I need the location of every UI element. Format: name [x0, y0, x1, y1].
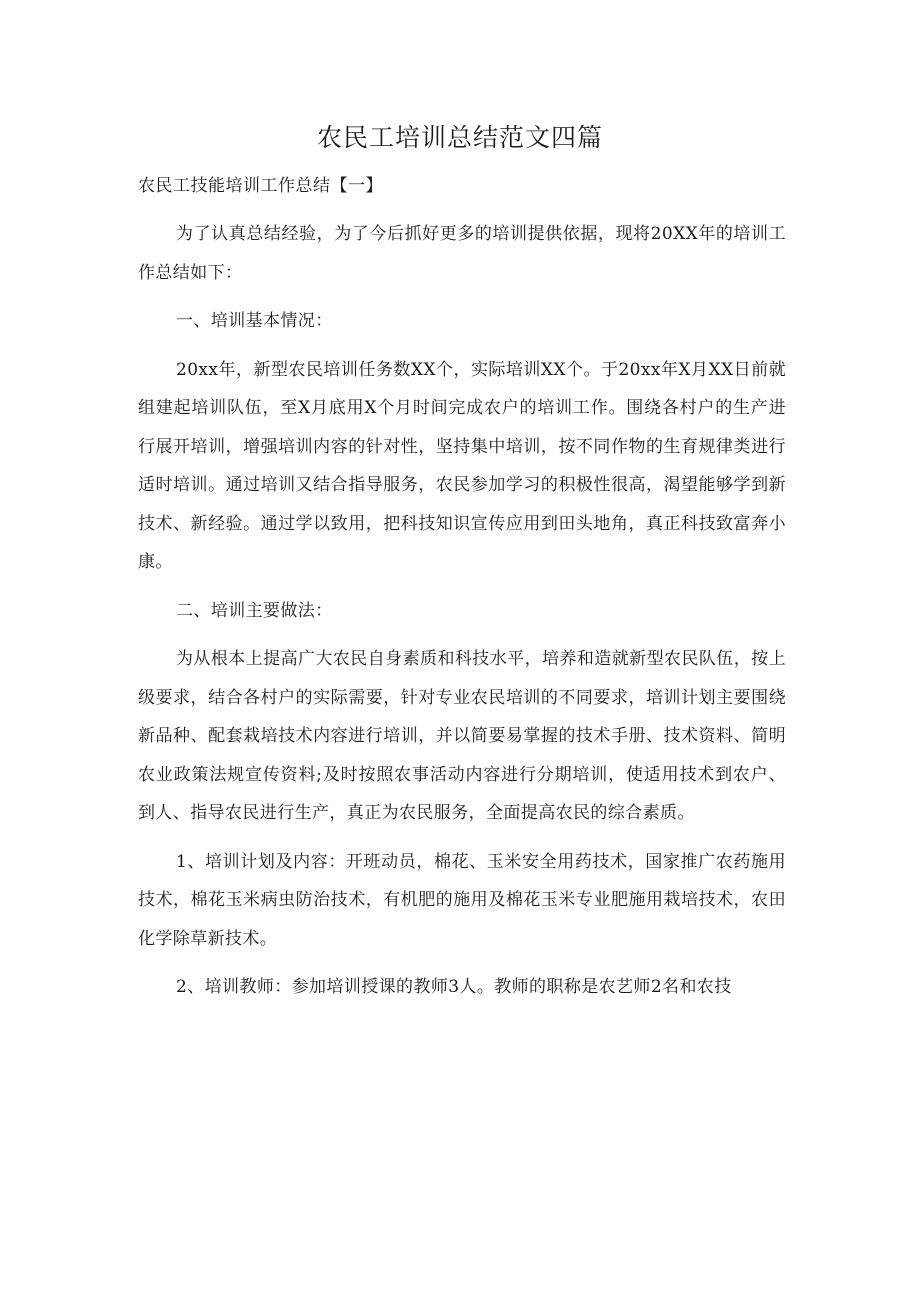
paragraph-training-teachers: 2、培训教师：参加培训授课的教师3人。教师的职称是农艺师2名和农技	[176, 977, 732, 997]
paragraph-training-plan: 1、培训计划及内容：开班动员，棉花、玉米安全用药技术，国家推广农药施用技术，棉花玉米病虫防治技术，有机肥的施用及棉花玉米专业肥施用栽培技术，农田化学除草新技术。	[138, 851, 786, 949]
document-title: 农民工培训总结范文四篇	[316, 123, 603, 152]
document-body	[138, 215, 786, 1007]
paragraph-basic-situation: 20xx年，新型农民培训任务数XX个，实际培训XX个。于20xx年X月XX日前就组建起培训队伍，至X月底用X个月时间完成农户的培训工作。围绕各村户的生产进行展开培训，增强培训内容的针对性，坚持集中培训，按不同作物的生育规律类进行适时培训。通过培训又结合指导服务，农民参加学习的积极性很高，渴望能够学到新技术、新经验。通过学以致用，把科技知识宣传应用到田头地角，真正科技致富奔小康。	[138, 359, 786, 572]
section-subtitle: 农民工技能培训工作总结【一】	[138, 176, 383, 196]
paragraph-main-practices: 为从根本上提高广大农民自身素质和科技水平，培养和造就新型农民队伍，按上级要求，结合各村户的实际需要，针对专业农民培训的不同要求，培训计划主要围绕新品种、配套栽培技术内容进行培训，并以简要易掌握的技术手册、技术资料、简明农业政策法规宣传资料;及时按照农事活动内容进行分期培训，使适用技术到农户、到人、指导农民进行生产，真正为农民服务，全面提高农民的综合素质。	[138, 649, 786, 823]
paragraph-intro: 为了认真总结经验，为了今后抓好更多的培训提供依据，现将20XX年的培训工作总结如下：	[138, 224, 786, 283]
heading-basic-situation: 一、培训基本情况：	[176, 311, 333, 331]
heading-main-practices: 二、培训主要做法：	[176, 600, 333, 621]
